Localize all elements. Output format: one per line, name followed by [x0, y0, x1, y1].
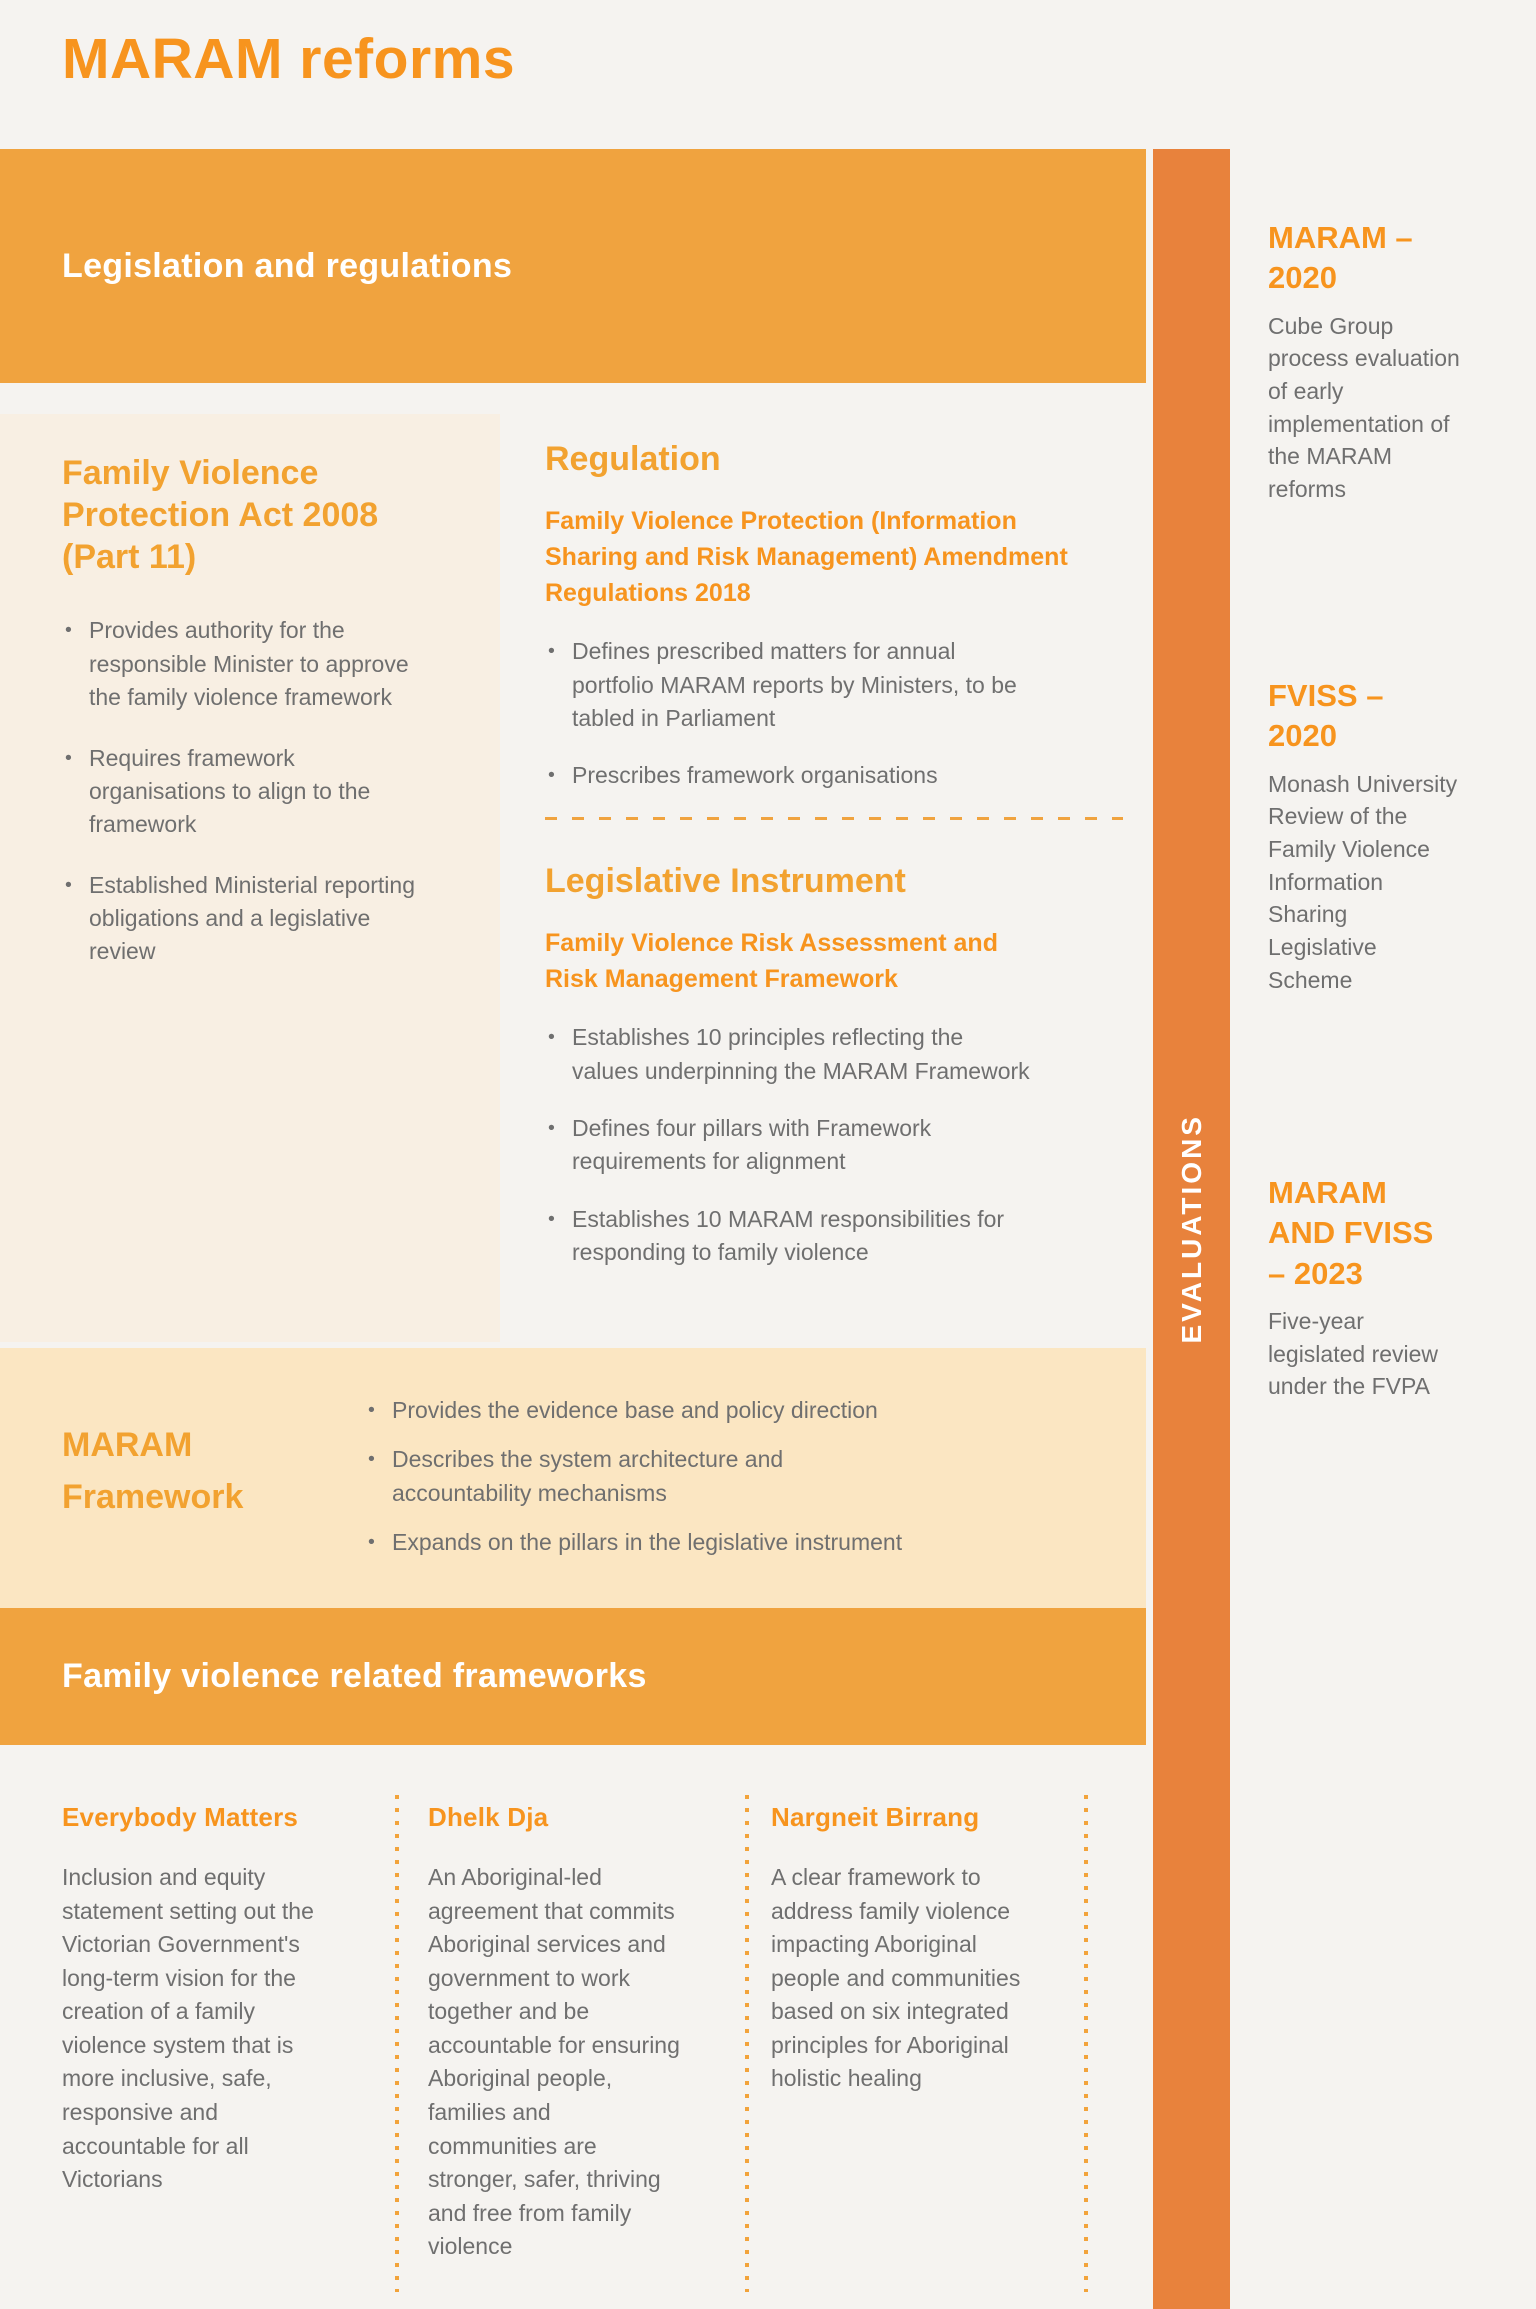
dotted-column-divider — [1084, 1795, 1088, 2292]
dashed-divider — [545, 817, 1123, 820]
related-frameworks-banner — [0, 1608, 1146, 1745]
legislative-instrument-heading: Legislative Instrument — [545, 861, 906, 900]
maram-framework-bullet-list — [365, 1394, 902, 1575]
evaluation-description: Monash University Review of the Family Violence Information Sharing Legislative Scheme — [1268, 770, 1458, 993]
evaluation-entry-maram-2020 — [1268, 218, 1468, 506]
framework-heading: Dhelk Dja — [428, 1802, 549, 1832]
legislative-instrument-bullet-list — [545, 1021, 1030, 1269]
regulation-bullet-list — [545, 635, 1030, 792]
regulation-heading: Regulation — [545, 440, 721, 478]
dotted-column-divider — [395, 1795, 399, 2292]
act-heading: Family Violence Protection Act 2008 (Part 11) — [62, 454, 379, 577]
legislative-instrument-bullet: • Establishes 10 principles reflecting the values underpinning the MARAM Framework — [545, 1021, 1030, 1088]
act-bullet: • Established Ministerial reporting obligations and a legislative review — [62, 869, 434, 969]
page-title: MARAM reforms — [62, 27, 516, 91]
framework-heading: Nargneit Birrang — [771, 1802, 980, 1832]
act-bullet-list — [62, 614, 434, 968]
legislative-instrument-bullet: • Defines four pillars with Framework requirements for alignment — [545, 1112, 1030, 1179]
maram-framework-heading: MARAM Framework — [62, 1426, 244, 1516]
framework-column-everybody-matters — [62, 1802, 318, 2197]
evaluations-bar-label: EVALUATIONS — [1175, 1114, 1207, 1344]
regulation-subheading: Family Violence Protection (Information Sharing and Risk Management) Amendment Regulations 2018 — [545, 507, 1068, 607]
evaluation-entry-maram-and-fviss-2023 — [1268, 1173, 1468, 1403]
act-bullet: • Provides authority for the responsible Minister to approve the family violence framework — [62, 614, 434, 714]
act-bullet: • Requires framework organisations to align to the framework — [62, 742, 434, 842]
evaluation-description: Five-year legislated review under the FVPA — [1268, 1307, 1439, 1400]
framework-column-nargneit-birrang — [771, 1802, 1051, 2096]
legislative-instrument-subheading: Family Violence Risk Assessment and Risk Management Framework — [545, 928, 998, 993]
maram-framework-bullet: • Provides the evidence base and policy direction — [365, 1394, 902, 1427]
evaluation-heading: MARAM – 2020 — [1268, 220, 1413, 296]
maram-framework-bullet: • Describes the system architecture and accountability mechanisms — [365, 1443, 844, 1510]
framework-description: An Aboriginal-led agreement that commits Aboriginal services and government to work together and be accountable for ensuring Aboriginal people, families and communities are stronger, safer, thriving and free from family violence — [428, 1864, 680, 2260]
evaluation-entry-fviss-2020 — [1268, 676, 1468, 996]
evaluation-heading: MARAM AND FVISS – 2023 — [1268, 1175, 1434, 1291]
regulation-bullet: • Defines prescribed matters for annual portfolio MARAM reports by Ministers, to be tabled in Parliament — [545, 635, 1030, 735]
framework-description: Inclusion and equity statement setting out the Victorian Government's long-term vision for the creation of a family violence system that is more inclusive, safe, responsive and accountable for all Victorians — [62, 1864, 314, 2193]
related-frameworks-banner-label: Family violence related frameworks — [62, 1657, 647, 1695]
legislation-banner — [0, 149, 1146, 383]
regulation-bullet: • Prescribes framework organisations — [545, 759, 1030, 792]
framework-heading: Everybody Matters — [62, 1802, 299, 1832]
legislative-instrument-bullet: • Establishes 10 MARAM responsibilities for responding to family violence — [545, 1203, 1030, 1270]
framework-column-dhelk-dja — [428, 1802, 680, 2264]
framework-description: A clear framework to address family violence impacting Aboriginal people and communities based on six integrated principles for Aboriginal holistic healing — [771, 1864, 1021, 2092]
regulation-and-instrument-panel — [545, 438, 1131, 1294]
act-panel — [0, 414, 500, 1342]
evaluation-heading: FVISS – 2020 — [1268, 678, 1384, 754]
maram-framework-band — [0, 1348, 1146, 1608]
legislation-banner-label: Legislation and regulations — [62, 246, 513, 285]
evaluation-description: Cube Group process evaluation of early implementation of the MARAM reforms — [1268, 312, 1460, 502]
evaluations-vertical-bar — [1153, 149, 1230, 2309]
maram-framework-bullet: • Expands on the pillars in the legislative instrument — [365, 1526, 902, 1559]
dotted-column-divider — [745, 1795, 749, 2292]
